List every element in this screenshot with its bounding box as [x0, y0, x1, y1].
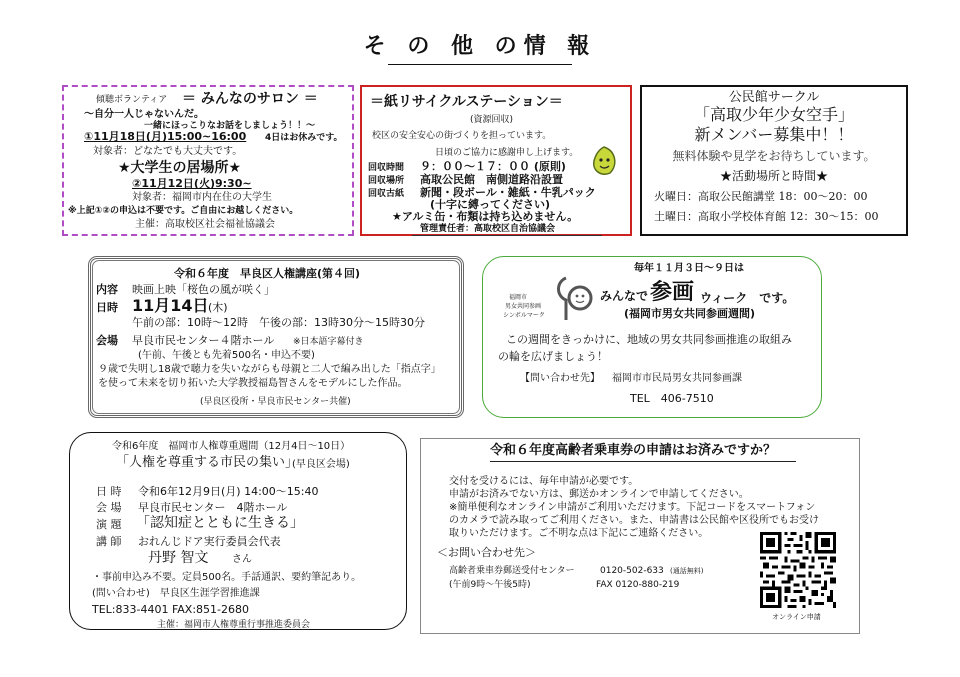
sankaku-mark3: シンボルマーク — [503, 312, 545, 319]
sankaku-main-post: ウィーク です。 — [700, 291, 795, 305]
kourei-contact-head: ＜お問い合わせ先＞ — [437, 546, 536, 559]
karate-sat: 土曜日：高取小学校体育館 12：30～15：00 — [654, 210, 879, 223]
recycle-subtitle: (資源回収) — [470, 115, 514, 125]
salon-date1: ①11月18日(月)15:00~16:00 — [84, 130, 247, 143]
kourei-fax: FAX 0120-880-219 — [596, 580, 680, 590]
recycle-paper-value: 新聞・段ボール・雑紙・牛乳パック — [420, 186, 596, 199]
recycle-paper-note: (十字に縛ってください) — [430, 198, 551, 211]
karate-recruit: 新メンバー募集中！！ — [694, 125, 854, 144]
jinken-venue-label: 会場 — [96, 334, 118, 347]
recycle-time-value: ９：００～１７：００ (原則) — [420, 160, 566, 173]
kourei-p4: のカメラで読み取ってご利用ください。また、申請書は公民館や区役所でもお受け — [449, 515, 819, 526]
jinken-title: 令和６年度 早良区人権講座(第４回) — [174, 267, 361, 280]
jinken-time-value: 午前の部：10時～12時 午後の部：13時30分～15時30分 — [132, 316, 425, 329]
sankaku-contact-value: 福岡市市民局男女共同参画課 — [612, 373, 742, 384]
sankaku-body1: この週間をきっかけに、地域の男女共同参画推進の取組み — [506, 333, 792, 346]
kourei-title: 令和６年度高齢者乗車券の申請はお済みですか？ — [490, 443, 777, 458]
shimin-organizer: 主催：福岡市人権尊重行事推進委員会 — [157, 620, 311, 630]
recycle-manager-rule — [412, 235, 602, 236]
sankaku-sub: (福岡市男女共同参画週間) — [624, 307, 756, 320]
shimin-venue-label: 会 場 — [96, 501, 122, 514]
salon-date1-note: 4日はお休みです。 — [265, 133, 343, 143]
recycle-time-label: 回収時間 — [368, 163, 405, 173]
karate-title: 「高取少年少女空手」 — [693, 105, 854, 124]
kourei-phone: 0120-502-633 — [600, 566, 664, 576]
sankaku-contact-label: 【問い合わせ先】 — [520, 373, 600, 384]
recycle-title: ＝紙リサイクルステーション＝ — [370, 94, 563, 110]
jinken-date-weekday: (木) — [208, 301, 228, 314]
salon-title2: ★大学生の居場所★ — [118, 160, 242, 176]
shimin-lecturer-org: おれんじドア実行委員会代表 — [138, 535, 281, 548]
kourei-p3: ※簡単便利なオンライン申請がご利用いただけます。下記コードをスマートフォン — [449, 502, 816, 513]
online-application-qr-code[interactable] — [760, 532, 836, 608]
shimin-tel: TEL:833-4401 FAX:851-2680 — [92, 603, 250, 616]
recycle-warning: ★アルミ缶・布類は持ち込めません。 — [392, 210, 579, 223]
jinken-venue-value: 早良市民センター４階ホール — [132, 334, 275, 347]
kourei-phone-note: (通話無料) — [670, 567, 704, 575]
kourei-title-rule — [490, 461, 796, 462]
jinken-cohost: (早良区役所・早良市民センター共催) — [200, 397, 351, 407]
shimin-venue-value: 早良市民センター 4階ホール — [138, 501, 288, 514]
salon-note: ※上記①②の申込は不要です。ご自由にお越しください。 — [68, 206, 299, 216]
shimin-date-label: 日 時 — [96, 485, 122, 498]
jinken-desc2: を使って未来を切り拓いた大学教授福島智さんをモデルにした作品。 — [98, 378, 408, 389]
jinken-desc1: ９歳で失明し18歳で聴力を失いながらも母親と二人で編み出した「指点字」 — [98, 364, 441, 375]
jinken-date-label: 日時 — [96, 301, 118, 314]
jinken-capacity: (午前、午後とも先着500名・申込不要) — [138, 350, 315, 361]
kourei-p2: 申請がお済みでない方は、郵送かオンラインで申請してください。 — [449, 489, 749, 500]
salon-organizer: 主催：高取校区社会福祉協議会 — [135, 219, 275, 230]
kourei-qr-caption: オンライン申請 — [772, 613, 821, 621]
shimin-topic-label: 演 題 — [96, 518, 122, 531]
salon-line2: 一緒にほっこりなお話をしましょう！！～ — [144, 121, 316, 131]
kourei-hours: (午前9時～午後5時) — [449, 580, 531, 590]
jinken-date-value: 11月14日 — [132, 296, 209, 315]
shimin-lecturer-honor: さん — [232, 554, 252, 565]
recycle-place-label: 回収場所 — [368, 176, 405, 186]
recycle-manager: 管理責任者：高取校区自治協議会 — [420, 224, 556, 234]
karate-tue: 火曜日：高取公民館講堂 18：00～20：00 — [654, 190, 868, 203]
jinken-content-label: 内容 — [96, 283, 118, 296]
salon-title: ＝ みんなのサロン ＝ — [182, 91, 318, 107]
karate-trial: 無料体験や見学をお待ちしています。 — [672, 149, 876, 163]
shimin-title: 「人権を尊重する市民の集い」 — [116, 455, 299, 470]
shimin-subtitle: 令和6年度 福岡市人権尊重週間（12月4日～10日） — [112, 441, 351, 452]
shimin-contact: (問い合わせ) 早良区生涯学習推進課 — [92, 588, 260, 599]
salon-target1: 対象者：どなたでも大丈夫です。 — [93, 146, 243, 157]
jinken-content-value: 映画上映「桜色の風が咲く」 — [132, 283, 275, 296]
kourei-center: 高齢者乗車券郵送受付センター — [449, 566, 575, 576]
shimin-lecturer-label: 講 師 — [96, 535, 122, 548]
sankaku-tel: TEL 406-7510 — [630, 392, 714, 405]
recycle-place-value: 高取公民館 南側道路沿設置 — [420, 173, 563, 186]
shimin-lecturer-name: 丹野 智文 — [148, 550, 209, 566]
karate-schedule-head: ★活動場所と時間★ — [719, 169, 828, 183]
recycle-line1: 校区の安全安心の街づくりを担っています。 — [372, 131, 552, 141]
page-title: そ の 他 の情 報 — [363, 34, 597, 59]
kourei-p1: 交付を受けるには、毎年申請が必要です。 — [449, 476, 639, 487]
jinken-venue-note: ※日本語字幕付き — [293, 337, 364, 347]
kourei-p5: 取りいただけます。ご不明な点は下記にご連絡ください。 — [449, 528, 709, 539]
shimin-date-value: 令和6年12月9日(月) 14:00～15:40 — [138, 485, 319, 498]
recycle-leaf-icon — [586, 143, 622, 179]
sankaku-mark2: 男女共同参画 — [505, 303, 542, 310]
sankaku-dates: 毎年１１月３日～９日は — [634, 263, 744, 274]
title-underline — [388, 64, 572, 65]
recycle-paper-label: 回収古紙 — [368, 189, 405, 199]
salon-line1: ～自分一人じゃないんだ。 — [84, 109, 204, 120]
sankaku-mark1: 福岡市 — [509, 294, 528, 301]
shimin-title-note: (早良区会場) — [292, 459, 350, 470]
shimin-topic-value: 「認知症とともに生きる」 — [136, 515, 304, 531]
salon-volunteer-label: 傾聴ボランティア — [96, 95, 168, 105]
karate-circle: 公民館サークル — [728, 90, 820, 105]
sankaku-main-pre: みんなで — [600, 289, 649, 303]
shimin-note: ・事前申込み不要。定員500名。手話通訳、要約筆記あり。 — [92, 572, 362, 583]
sankaku-main-big: 参画 — [650, 280, 695, 305]
recycle-line2: 日頃のご協力に感謝申し上げます。 — [435, 148, 579, 158]
symbol-mark-icon — [552, 274, 598, 322]
sankaku-body2: の輪を広げましょう！ — [498, 350, 608, 363]
salon-target2: 対象者：福岡市内在住の大学生 — [132, 192, 272, 203]
salon-date2: ②11月12日(火)9:30~ — [132, 177, 252, 190]
